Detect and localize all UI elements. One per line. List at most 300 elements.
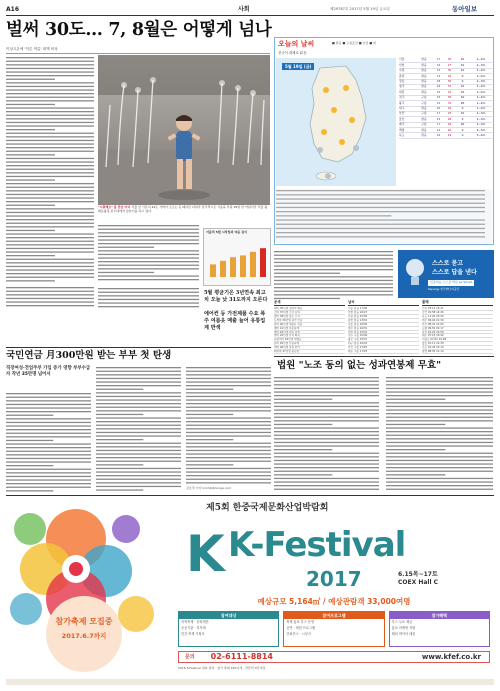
text-line	[274, 409, 379, 410]
text-line	[96, 417, 181, 418]
weather-cell-hi: 31	[447, 84, 452, 89]
text-line	[386, 460, 493, 461]
text-line	[276, 236, 485, 237]
text-line	[186, 475, 271, 476]
weather-cell-lo: 15	[436, 116, 441, 121]
weather-cell-rain: 10	[460, 89, 465, 94]
weather-cell-sky: 구름	[421, 111, 427, 116]
weather-cell-wind: 1~2m	[476, 84, 486, 89]
text-line	[6, 154, 55, 155]
text-line	[6, 86, 94, 87]
table-row: 울릉 10:11 22:39	[422, 342, 493, 346]
chart-bar	[240, 255, 246, 277]
text-line	[386, 485, 493, 486]
weather-cell-hi: 22	[447, 132, 452, 137]
body-text-lines	[386, 376, 494, 492]
badge-date: 2017.6.7까지	[61, 632, 107, 640]
text-line	[6, 465, 53, 466]
text-line	[6, 194, 94, 195]
kfestival-contact-bar[interactable]	[178, 651, 490, 663]
table-row: 닭띠 45년생 신중하게	[274, 342, 345, 346]
contact-site[interactable]: www.kfef.co.kr	[421, 652, 481, 661]
text-line	[186, 374, 271, 375]
text-line	[276, 207, 485, 208]
text-line	[6, 187, 94, 188]
weather-cell-lo: 12	[436, 127, 441, 132]
table-row: 토끼띠 39년생 귀인 만남	[274, 319, 345, 323]
text-line	[6, 404, 91, 405]
table-row: 쥐띠 36년생 뜻밖의 행운	[274, 307, 345, 311]
weather-cell-lo: 15	[436, 100, 441, 105]
text-line	[274, 467, 379, 468]
chart-bar	[250, 252, 256, 277]
text-line	[98, 239, 199, 240]
weather-map-date: 5월 19일 (금)	[282, 63, 314, 70]
text-line	[98, 236, 199, 237]
weather-cell-wind: 1~2m	[476, 68, 486, 73]
weather-cell-name: 광주	[399, 100, 405, 105]
text-line	[186, 417, 271, 418]
fountain-photo	[98, 55, 270, 205]
text-line	[386, 391, 493, 392]
kenergy-line1: 스스로 묻고	[432, 260, 464, 267]
text-line	[6, 490, 53, 491]
kfestival-column-item: 공연 · 체험 프로그램	[286, 626, 316, 630]
text-line	[6, 393, 91, 394]
text-line	[98, 302, 199, 303]
weather-extra-graphic	[276, 189, 492, 243]
kfestival-column-item: 지역축제 · 문화재단	[181, 620, 209, 624]
weather-cell-sky: 맑음	[421, 57, 427, 62]
text-line	[6, 461, 91, 462]
text-line	[6, 183, 94, 184]
weather-cell-rain: 0	[461, 105, 464, 110]
text-line	[386, 417, 493, 418]
text-line	[96, 389, 143, 390]
text-line	[98, 265, 199, 266]
text-line	[386, 409, 493, 410]
table-row: 인천 맑음 16/27	[348, 311, 419, 315]
text-line	[6, 266, 94, 267]
text-line	[186, 410, 271, 411]
text-line	[98, 254, 199, 255]
text-line	[386, 431, 493, 432]
weather-cell-name: 대전	[399, 89, 405, 94]
text-line	[186, 381, 271, 382]
weather-cell-rain: 10	[460, 111, 465, 116]
text-line	[186, 378, 271, 379]
weather-cell-lo: 15	[436, 68, 441, 73]
text-line	[6, 407, 91, 408]
table-row: 전주 구름 15/30	[348, 334, 419, 338]
weather-cell-name: 독도	[399, 132, 405, 137]
text-line	[386, 413, 493, 414]
table-row: 서울 맑음 17/30	[348, 307, 419, 311]
text-line	[274, 276, 393, 277]
weather-cell-wind: 1~2m	[476, 95, 486, 100]
text-line	[274, 460, 379, 461]
text-line	[6, 223, 94, 224]
text-line	[96, 489, 143, 490]
text-line	[98, 261, 199, 262]
text-line	[98, 243, 199, 244]
weather-cell-sky: 맑음	[421, 84, 427, 89]
weather-cell-name: 인천	[399, 62, 405, 67]
text-line	[274, 485, 379, 486]
weather-cell-sky: 맑음	[421, 62, 427, 67]
table-row: 수원 맑음 15/30	[348, 315, 419, 319]
weather-cell-name: 청주	[399, 84, 405, 89]
text-line	[186, 468, 271, 469]
weather-cell-sky: 맑음	[421, 73, 427, 78]
text-line	[6, 277, 94, 278]
text-line	[6, 411, 91, 412]
weather-cell-rain: 10	[460, 95, 465, 100]
weather-cell-hi: 32	[447, 105, 452, 110]
weather-cell-name: 제주	[399, 122, 405, 127]
text-line	[98, 288, 199, 289]
text-line	[6, 280, 55, 281]
text-line	[274, 377, 379, 378]
table-title: 날씨	[348, 300, 419, 306]
body-text-lines	[274, 250, 394, 300]
kfestival-column-item: 민간 축제 기획사	[181, 632, 205, 636]
story2-byline: 김호경 기자 kimhk@donga.com	[186, 486, 232, 490]
text-line	[6, 64, 94, 65]
text-line	[96, 432, 181, 433]
table-row: 개띠 46년생 결실 얻어	[274, 346, 345, 350]
text-line	[276, 190, 485, 191]
table-row: 말띠 42년생 의욕 넘침	[274, 331, 345, 335]
weather-cell-wind: 2~3m	[476, 122, 486, 127]
text-line	[274, 474, 332, 475]
text-line	[274, 449, 332, 450]
table-row: 여수 09:04 21:30	[422, 319, 493, 323]
kfestival-info-columns	[178, 611, 490, 647]
chart-bar	[220, 261, 226, 277]
text-line	[6, 454, 91, 455]
kenergy-ad[interactable]	[398, 250, 494, 298]
section-rule	[6, 347, 271, 348]
badge-title: 참가축제 모집중	[55, 617, 113, 626]
text-line	[274, 283, 393, 284]
fountain-photo-art	[98, 55, 270, 205]
text-line	[274, 427, 379, 428]
weather-cell-hi: 20	[447, 127, 452, 132]
kfestival-column-title: 참가혜택	[390, 612, 489, 619]
table-row: 군산 01:58 14:26	[422, 311, 493, 315]
text-line	[274, 406, 379, 407]
text-line	[6, 190, 94, 191]
text-line	[186, 428, 271, 429]
caption-text: 서울 낮 기온이 29도 가까이 오르는 등 때이른 더위가 전국적으로 기승을 부린 18일 한 어린이가 서울 광화문광장 분수대에서 물놀이를 하고 있다.	[98, 205, 268, 213]
text-line	[386, 388, 493, 389]
weather-cell-hi: 31	[447, 100, 452, 105]
table-row: 춘천 맑음 13/32	[348, 319, 419, 323]
table-row: 용띠 40년생 재물운 상승	[274, 323, 345, 327]
body-text-lines	[96, 366, 182, 492]
pull-quote-1: 5월 평균기온 3년연속 최고치 오늘 낮 31도까지 오른다	[204, 290, 268, 303]
text-line	[276, 194, 485, 195]
text-line	[386, 489, 493, 490]
text-line	[274, 435, 379, 436]
weather-cell-rain: 10	[460, 84, 465, 89]
weather-cell-rain: 0	[461, 127, 464, 132]
text-line	[274, 453, 379, 454]
text-line	[186, 439, 233, 440]
body-text-lines	[98, 287, 200, 309]
chart-bar	[260, 248, 266, 277]
contact-phone[interactable]: 02-6111-8814	[210, 652, 273, 661]
text-line	[386, 474, 445, 475]
text-line	[6, 172, 94, 173]
text-line	[6, 61, 94, 62]
kfestival-column-title: 참여프로그램	[284, 612, 383, 619]
text-line	[186, 443, 271, 444]
text-line	[98, 225, 199, 226]
kfestival-ad[interactable]	[6, 499, 494, 685]
text-line	[96, 385, 181, 386]
weather-cell-hi: 32	[447, 73, 452, 78]
text-line	[274, 291, 393, 292]
weather-cell-rain: 10	[460, 57, 465, 62]
text-line	[6, 161, 94, 162]
text-line	[96, 399, 181, 400]
weather-cell-lo: 13	[436, 73, 441, 78]
text-line	[96, 479, 181, 480]
text-line	[6, 418, 91, 419]
text-line	[186, 479, 271, 480]
weather-cell-lo: 18	[436, 79, 441, 84]
text-line	[186, 471, 271, 472]
weather-cell-lo: 17	[436, 111, 441, 116]
text-line	[186, 414, 233, 415]
weather-cell-lo: 16	[436, 132, 441, 137]
text-line	[98, 232, 199, 233]
text-line	[274, 262, 393, 263]
text-line	[274, 442, 379, 443]
weather-cell-wind: 1~2m	[476, 89, 486, 94]
text-line	[274, 388, 379, 389]
text-line	[96, 439, 143, 440]
table-row: 서귀포 07:02 19:28	[422, 338, 493, 342]
kfestival-column-item: 부스 무료 제공	[391, 620, 413, 624]
text-line	[276, 232, 485, 233]
text-line	[98, 275, 199, 276]
weather-cell-name: 수원	[399, 68, 405, 73]
weather-cell-rain: 0	[461, 79, 464, 84]
text-line	[186, 403, 271, 404]
kfestival-info-column	[283, 611, 384, 647]
text-line	[386, 406, 493, 407]
text-line	[96, 374, 181, 375]
weather-cell-hi: 25	[447, 111, 452, 116]
table-row: 돼지띠 47년생 평온함	[274, 350, 345, 354]
text-line	[98, 229, 199, 230]
text-line	[6, 233, 94, 234]
weather-cell-sky: 구름	[421, 122, 427, 127]
text-line	[386, 442, 493, 443]
weather-cell-lo: 16	[436, 84, 441, 89]
text-line	[386, 471, 493, 472]
text-line	[6, 133, 94, 134]
headline-rule	[6, 53, 270, 54]
text-line	[274, 478, 379, 479]
text-line	[386, 478, 493, 479]
text-line	[6, 215, 94, 216]
text-line	[6, 208, 94, 209]
text-line	[6, 237, 94, 238]
weather-cell-name: 전주	[399, 95, 405, 100]
weather-legend: ■ 맑음 ■ 구름조금 ■ 흐림 ■ 비	[332, 41, 377, 45]
tide-table	[422, 300, 493, 354]
text-line	[96, 378, 181, 379]
text-line	[386, 377, 493, 378]
section-label: 사회	[238, 6, 250, 13]
text-line	[186, 453, 271, 454]
weather-cell-wind: 2~3m	[476, 79, 486, 84]
table-row: 대전 맑음 15/31	[348, 331, 419, 335]
kenergy-line2: 스스로 답을 낸다	[432, 269, 477, 276]
text-line	[6, 147, 94, 148]
text-line	[96, 425, 181, 426]
text-line	[186, 371, 271, 372]
weather-cell-wind: 1~2m	[476, 105, 486, 110]
text-line	[6, 251, 94, 252]
text-line	[274, 402, 379, 403]
text-line	[6, 415, 53, 416]
text-line	[186, 396, 271, 397]
text-line	[274, 471, 379, 472]
text-line	[274, 265, 393, 266]
text-line	[6, 111, 94, 112]
text-line	[6, 82, 94, 83]
text-line	[386, 456, 493, 457]
text-line	[274, 420, 379, 421]
page-number: A16	[6, 6, 19, 13]
weather-title: 오늘의 날씨	[278, 40, 315, 48]
main-story-column-3	[98, 287, 200, 309]
text-line	[186, 389, 233, 390]
text-line	[6, 241, 94, 242]
weather-cell-name: 울산	[399, 116, 405, 121]
text-line	[6, 151, 94, 152]
text-line	[386, 467, 493, 468]
text-line	[386, 399, 445, 400]
text-line	[96, 381, 181, 382]
weather-cell-name: 강릉	[399, 79, 405, 84]
text-line	[6, 262, 94, 263]
weather-cell-sky: 맑음	[421, 116, 427, 121]
text-line	[186, 399, 271, 400]
weather-cell-sky: 구름	[421, 100, 427, 105]
text-line	[186, 435, 271, 436]
text-line	[276, 224, 485, 225]
text-line	[6, 259, 94, 260]
body-text-lines	[6, 286, 95, 309]
text-line	[6, 136, 94, 137]
text-line	[96, 435, 181, 436]
main-story-column-4	[6, 286, 95, 309]
kfestival-top-title: 제5회 한중국제문화산업박람회	[206, 503, 329, 513]
weather-cell-sky: 맑음	[421, 89, 427, 94]
text-line	[274, 298, 340, 299]
kenergy-tag: 인공지능 스스로 바로 Le Smart	[430, 280, 473, 284]
story2-column-2	[96, 366, 182, 492]
body-text-lines	[6, 392, 92, 492]
text-line	[6, 291, 94, 292]
contact-label: 문의	[185, 653, 195, 660]
text-line	[6, 89, 94, 90]
kfestival-dates: 6.15목~17토	[398, 571, 438, 578]
korea-map-icon	[276, 58, 396, 186]
text-line	[96, 396, 181, 397]
text-line	[186, 464, 233, 465]
text-line	[6, 169, 94, 170]
weather-map	[276, 58, 396, 186]
text-line	[6, 179, 55, 180]
text-line	[6, 269, 94, 270]
table-row: 범띠 38년생 좋은 소식	[274, 315, 345, 319]
weather-cell-sky: 맑음	[421, 132, 427, 137]
text-line	[6, 476, 91, 477]
weather-extra	[276, 189, 492, 243]
text-line	[186, 385, 271, 386]
text-line	[98, 279, 199, 280]
text-line	[96, 450, 181, 451]
text-line	[96, 392, 181, 393]
season-chart-bars	[204, 237, 270, 283]
story2-headline: 국민연금 月300만원 받는 부부 첫 탄생	[6, 350, 172, 361]
text-line	[274, 294, 393, 295]
weather-cell-hi: 30	[447, 95, 452, 100]
text-line	[274, 424, 332, 425]
kfestival-column-item: 공공기관 · 지자체	[181, 626, 206, 630]
season-chart	[203, 228, 271, 286]
weather-summary: 전국이 대체로 맑음.	[278, 51, 308, 55]
text-line	[6, 425, 91, 426]
text-line	[6, 305, 94, 306]
table-row: 광주 구름 15/31	[348, 338, 419, 342]
table-row: 뱀띠 41년생 차분하게	[274, 327, 345, 331]
weather-cell-lo: 16	[436, 62, 441, 67]
text-line	[96, 475, 181, 476]
weather-cell-wind: 2~3m	[476, 111, 486, 116]
table-row: 부산 08:41 21:05	[422, 323, 493, 327]
text-line	[276, 219, 485, 220]
text-line	[6, 140, 94, 141]
kfestival-column-item: 축제 홍보 부스 운영	[286, 620, 315, 624]
text-line	[6, 118, 94, 119]
text-line	[98, 295, 199, 296]
weather-cell-lo: 15	[436, 95, 441, 100]
text-line	[96, 414, 143, 415]
text-line	[6, 212, 94, 213]
table-row: 제주 07:15 19:40	[422, 334, 493, 338]
kfestival-column-title: 참여대상	[179, 612, 278, 619]
pull-quote-2: 에어컨 등 가전제품 수요 폭주 여름옷 매출 늘어 유통업계 반색	[204, 311, 266, 331]
text-line	[6, 115, 94, 116]
text-line	[6, 301, 94, 302]
table-row: 속초 10:23 22:50	[422, 331, 493, 335]
story3-column-1	[274, 376, 380, 492]
text-line	[6, 226, 94, 227]
text-line	[274, 399, 332, 400]
text-line	[6, 143, 94, 144]
text-line	[6, 107, 94, 108]
table-row: 원숭이띠 44년생 여행운	[274, 338, 345, 342]
text-line	[6, 57, 94, 58]
